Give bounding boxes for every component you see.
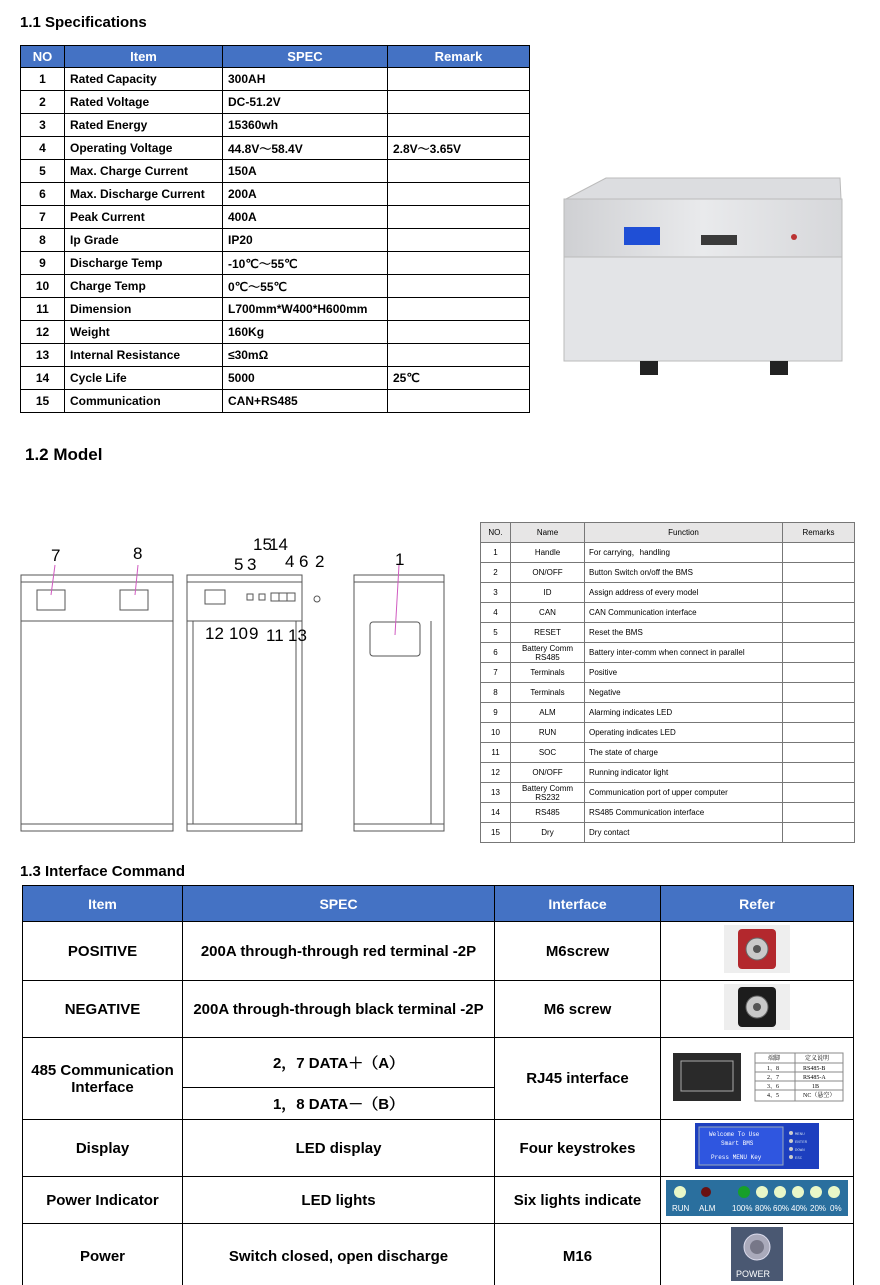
spec-row [21,367,530,390]
model-remarks-cell [783,643,855,663]
spec-no-cell: 15 [21,390,65,413]
interface-cell: M6screw [495,922,661,981]
spec-remark-cell [388,252,530,275]
model-func-cell: Positive [585,663,783,683]
spec-remark-cell: 2.8V～3.65V [388,137,530,160]
spec-item-cell: Charge Temp [65,275,223,298]
model-remarks-cell [783,623,855,643]
model-func-cell: Dry contact [585,823,783,843]
spec-no-cell: 7 [21,206,65,229]
spec-remark-cell [388,183,530,206]
led-label: ALM [699,1204,716,1213]
item-cell: 485 Communication Interface [23,1038,183,1120]
item-cell: Power Indicator [23,1177,183,1224]
spec-item-cell: Rated Voltage [65,91,223,114]
model-name-cell: SOC [511,743,585,763]
spec-item-cell: Rated Capacity [65,68,223,91]
model-func-cell: Operating indicates LED [585,723,783,743]
col-spec: SPEC [223,46,388,68]
interface-cell: M16 [495,1224,661,1285]
row-display [23,1120,854,1177]
interface-table [22,885,854,1285]
led-label: 40% [791,1204,808,1213]
label-12: 12 [205,624,224,643]
label-14: 14 [269,535,288,554]
spec-spec-cell: DC-51.2V [223,91,388,114]
model-remarks-cell [783,823,855,843]
spec-cell: 1，8 DATA－（B） [183,1088,495,1120]
model-row [481,723,855,743]
spec-remark-cell [388,114,530,137]
spec-spec-cell: 44.8V～58.4V [223,137,388,160]
refer-cell [661,1177,854,1224]
spec-remark-cell [388,229,530,252]
spec-item-cell: Communication [65,390,223,413]
model-remarks-cell [783,743,855,763]
model-name-cell: ON/OFF [511,563,585,583]
spec-spec-cell: ≤30mΩ [223,344,388,367]
spec-no-cell: 4 [21,137,65,160]
spec-cell: 200A through-through red terminal -2P [183,922,495,981]
col-remarks: Remarks [783,523,855,543]
row-power-indicator [23,1177,854,1224]
spec-spec-cell: 15360wh [223,114,388,137]
led-label: 80% [755,1204,772,1213]
spec-cell: Switch closed, open discharge [183,1224,495,1285]
model-func-cell: Reset the BMS [585,623,783,643]
spec-spec-cell: 150A [223,160,388,183]
led-label: 20% [810,1204,827,1213]
spec-cell: 200A through-through black terminal -2P [183,981,495,1038]
model-remarks-cell [783,763,855,783]
spec-no-cell: 12 [21,321,65,344]
lcd-button-label: ENTER [795,1141,808,1145]
col-no: NO. [481,523,511,543]
spec-row [21,183,530,206]
model-row [481,563,855,583]
model-row [481,623,855,643]
spec-item-cell: Dimension [65,298,223,321]
rj45-header-pin: 端脚 [768,1055,781,1062]
power-label: POWER [736,1269,771,1279]
model-no-cell: 6 [481,643,511,663]
led-label: 0% [830,1204,842,1213]
spec-item-cell: Rated Energy [65,114,223,137]
spec-item-cell: Internal Resistance [65,344,223,367]
refer-cell [661,922,854,981]
label-4: 4 [285,552,295,571]
item-cell: NEGATIVE [23,981,183,1038]
refer-cell [661,1224,854,1285]
model-row [481,643,855,663]
spec-spec-cell: 5000 [223,367,388,390]
lcd-button-label: DOWN [795,1149,805,1153]
rj45-pin: 1、8 [767,1065,780,1072]
model-no-cell: 7 [481,663,511,683]
model-remarks-cell [783,783,855,803]
col-interface: Interface [495,886,661,922]
row-comm-1 [23,1038,854,1088]
label-6: 6 [299,552,309,571]
spec-remark-cell: 25℃ [388,367,530,390]
lcd-button-label: ESC [795,1157,803,1161]
spec-no-cell: 11 [21,298,65,321]
model-func-cell: Communication port of upper computer [585,783,783,803]
model-row [481,823,855,843]
model-no-cell: 2 [481,563,511,583]
model-no-cell: 12 [481,763,511,783]
label-8: 8 [133,544,143,563]
interface-cell: Six lights indicate [495,1177,661,1224]
col-no: NO [21,46,65,68]
model-name-cell: ID [511,583,585,603]
rj45-def: NC（悬空） [803,1092,836,1099]
col-function: Function [585,523,783,543]
model-row [481,703,855,723]
model-func-cell: Battery inter-comm when connect in parallel [585,643,783,663]
model-remarks-cell [783,683,855,703]
heading-interface: 1.3 Interface Command [20,863,186,880]
model-name-cell: Terminals [511,663,585,683]
row-power [23,1224,854,1285]
spec-spec-cell: -10℃～55℃ [223,252,388,275]
model-remarks-cell [783,543,855,563]
model-name-cell: Handle [511,543,585,563]
model-row [481,583,855,603]
rj45-pin: 4、5 [767,1092,780,1099]
spec-row [21,160,530,183]
spec-remark-cell [388,344,530,367]
spec-remark-cell [388,390,530,413]
model-name-cell: RS485 [511,803,585,823]
model-row [481,603,855,623]
model-no-cell: 11 [481,743,511,763]
model-no-cell: 9 [481,703,511,723]
interface-cell: Four keystrokes [495,1120,661,1177]
spec-no-cell: 6 [21,183,65,206]
spec-row [21,91,530,114]
model-row [481,743,855,763]
item-cell: POSITIVE [23,922,183,981]
spec-item-cell: Discharge Temp [65,252,223,275]
spec-no-cell: 14 [21,367,65,390]
model-remarks-cell [783,603,855,623]
spec-row [21,206,530,229]
rj45-def: RS485-A [803,1074,826,1081]
lcd-button-label: MENU [795,1133,805,1137]
item-cell: Display [23,1120,183,1177]
spec-spec-cell: 300AH [223,68,388,91]
label-3: 3 [247,555,257,574]
spec-remark-cell [388,321,530,344]
model-remarks-cell [783,723,855,743]
row-positive [23,922,854,981]
spec-spec-cell: 400A [223,206,388,229]
col-item: Item [65,46,223,68]
label-2: 2 [315,552,325,571]
spec-row [21,344,530,367]
spec-remark-cell [388,275,530,298]
rj45-pin: 2、7 [767,1074,780,1081]
col-remark: Remark [388,46,530,68]
led-label: 100% [732,1204,753,1213]
model-name-cell: Battery Comm RS232 [511,783,585,803]
specifications-table [20,45,530,413]
model-func-cell: Negative [585,683,783,703]
spec-spec-cell: 0℃～55℃ [223,275,388,298]
rj45-def: 1B [812,1083,820,1090]
spec-row [21,229,530,252]
spec-item-cell: Max. Discharge Current [65,183,223,206]
label-1: 1 [395,550,405,569]
spec-item-cell: Cycle Life [65,367,223,390]
model-table [480,522,855,843]
model-name-cell: CAN [511,603,585,623]
spec-no-cell: 1 [21,68,65,91]
red-terminal-image [724,925,790,973]
spec-no-cell: 5 [21,160,65,183]
model-name-cell: Dry [511,823,585,843]
lcd-line-2: Smart BMS [721,1140,754,1147]
spec-row [21,321,530,344]
col-spec: SPEC [183,886,495,922]
model-no-cell: 1 [481,543,511,563]
model-name-cell: Terminals [511,683,585,703]
spec-spec-cell: 160Kg [223,321,388,344]
lcd-display-image [695,1123,819,1169]
spec-spec-cell: 200A [223,183,388,206]
spec-row [21,137,530,160]
model-no-cell: 10 [481,723,511,743]
model-remarks-cell [783,803,855,823]
spec-cell: LED display [183,1120,495,1177]
model-row [481,803,855,823]
spec-spec-cell: CAN+RS485 [223,390,388,413]
label-10: 10 [229,624,248,643]
refer-cell [661,1120,854,1177]
model-func-cell: The state of charge [585,743,783,763]
model-func-cell: Alarming indicates LED [585,703,783,723]
spec-item-cell: Ip Grade [65,229,223,252]
model-no-cell: 5 [481,623,511,643]
model-func-cell: Button Switch on/off the BMS [585,563,783,583]
spec-row [21,114,530,137]
model-row [481,663,855,683]
spec-cell: LED lights [183,1177,495,1224]
spec-row [21,275,530,298]
model-func-cell: CAN Communication interface [585,603,783,623]
spec-no-cell: 3 [21,114,65,137]
spec-item-cell: Operating Voltage [65,137,223,160]
model-no-cell: 4 [481,603,511,623]
model-row [481,783,855,803]
model-remarks-cell [783,703,855,723]
col-name: Name [511,523,585,543]
label-13: 13 [288,626,307,645]
model-no-cell: 15 [481,823,511,843]
col-refer: Refer [661,886,854,922]
heading-model: 1.2 Model [25,445,103,464]
model-name-cell: Battery Comm RS485 [511,643,585,663]
rj45-def: RS485-B [803,1065,826,1072]
model-name-cell: RESET [511,623,585,643]
row-negative [23,981,854,1038]
rj45-pinout-image [667,1049,847,1105]
rj45-header-def: 定义说明 [805,1055,830,1062]
model-name-cell: ON/OFF [511,763,585,783]
model-func-cell: Assign address of every model [585,583,783,603]
spec-remark-cell [388,91,530,114]
spec-remark-cell [388,68,530,91]
refer-cell [661,981,854,1038]
spec-row [21,298,530,321]
spec-spec-cell: L700mm*W400*H600mm [223,298,388,321]
led-label: 60% [773,1204,790,1213]
model-name-cell: RUN [511,723,585,743]
spec-row [21,390,530,413]
led-label: RUN [672,1204,690,1213]
label-7: 7 [51,546,61,565]
label-11: 11 [266,626,284,645]
model-remarks-cell [783,663,855,683]
model-func-cell: Running indicator light [585,763,783,783]
interface-cell: RJ45 interface [495,1038,661,1120]
spec-remark-cell [388,160,530,183]
spec-no-cell: 10 [21,275,65,298]
model-func-cell: For carrying，handling [585,543,783,563]
spec-row [21,252,530,275]
model-row [481,543,855,563]
interface-cell: M6 screw [495,981,661,1038]
spec-no-cell: 2 [21,91,65,114]
spec-no-cell: 8 [21,229,65,252]
model-remarks-cell [783,563,855,583]
heading-specifications: 1.1 Specifications [20,14,147,31]
lcd-line-3: Press MENU Key [711,1154,762,1161]
model-no-cell: 3 [481,583,511,603]
model-func-cell: RS485 Communication interface [585,803,783,823]
model-row [481,763,855,783]
spec-cell: 2，7 DATA＋（A） [183,1038,495,1088]
item-cell: Power [23,1224,183,1285]
spec-item-cell: Peak Current [65,206,223,229]
label-9: 9 [249,624,259,643]
label-15: 15 [253,535,272,554]
rj45-pin: 3、6 [767,1083,780,1090]
battery-cabinet-photo [558,175,850,385]
spec-row [21,68,530,91]
model-remarks-cell [783,583,855,603]
col-item: Item [23,886,183,922]
model-row [481,683,855,703]
label-5: 5 [234,555,244,574]
spec-no-cell: 9 [21,252,65,275]
led-indicator-image [666,1180,848,1216]
model-name-cell: ALM [511,703,585,723]
spec-remark-cell [388,206,530,229]
model-no-cell: 8 [481,683,511,703]
model-no-cell: 14 [481,803,511,823]
spec-item-cell: Max. Charge Current [65,160,223,183]
refer-cell [661,1038,854,1120]
black-terminal-image [724,984,790,1030]
spec-no-cell: 13 [21,344,65,367]
spec-remark-cell [388,298,530,321]
power-switch-image [731,1227,783,1281]
lcd-line-1: Welcome To Use [709,1131,760,1138]
spec-item-cell: Weight [65,321,223,344]
spec-spec-cell: IP20 [223,229,388,252]
model-no-cell: 13 [481,783,511,803]
battery-line-drawing [15,535,465,835]
